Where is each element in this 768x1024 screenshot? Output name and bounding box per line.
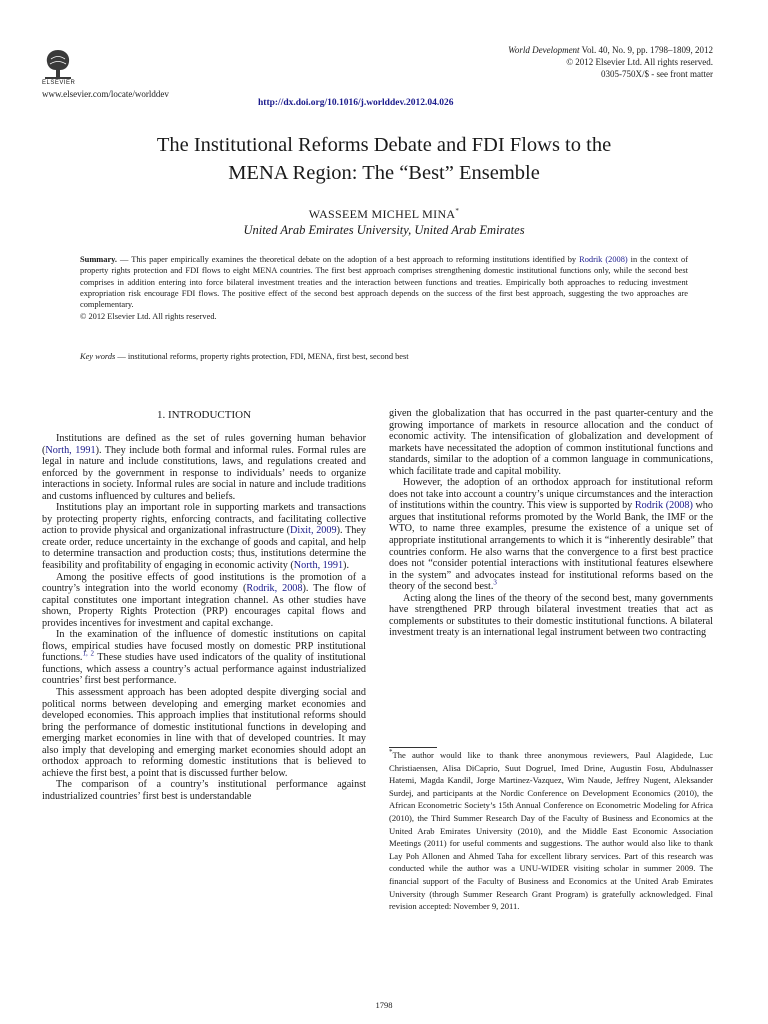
footnote-ref[interactable]: 3: [493, 578, 497, 587]
footnote-text: The author would like to thank three anonymous reviewers, Paul Alagidede, Luc Christiaensen, Alisa DiCaprio, Suut Dogruel, Imed Drine, Augustin Fosu, Abdulnasser Hatemi, Magda Kandil, Jorge Martinez-Vazquez, Wim Naude, Jeffrey Nugent, Aleksander Surdej, and participants at the Nordic Conference on Development Economics (2010), the African Econometric Society’s 15th Annual Conference on Econometric Modeling for Africa (2010), the Third Summer Research Day of the Faculty of Business and Economics at the United Arab Emirates University (2010), and the Middle East Economic Association Meetings (2011) for useful comments and suggestions. The author would also like to thank Lay Poh Allonen and Ahmed Taha for excellent library services. Part of this research was conducted while the author was a UNU-WIDER visiting scholar in summer 2009. The financial support of the Faculty of Business and Economics at the United Arab Emirates University (through Summer Research Grant Program) is gratefully acknowledged. Final revision accepted: November 9, 2011.: [389, 750, 713, 912]
copyright-line: © 2012 Elsevier Ltd. All rights reserved.: [566, 57, 713, 67]
publisher-logo-text: ELSEVIER: [42, 80, 76, 86]
elsevier-tree-logo: [42, 46, 74, 80]
summary-copyright: © 2012 Elsevier Ltd. All rights reserved.: [80, 311, 217, 321]
summary-label: Summary.: [80, 255, 117, 264]
journal-name: World Development: [508, 45, 580, 55]
author-footnote: [389, 749, 713, 913]
paragraph: [42, 629, 366, 687]
keywords: [80, 352, 688, 361]
text-span: ). The flow of capital constitutes one important integration channel. As other studies have shown, Property Rights Protection (PRP) encourages capital flows and provides incentives for investment and capital exchange.: [42, 583, 366, 629]
doi-link[interactable]: http://dx.doi.org/10.1016/j.worlddev.2012.04.026: [258, 98, 454, 108]
body-column-right: [389, 408, 713, 639]
author-affiliation: United Arab Emirates University, United Arab Emirates: [243, 223, 525, 237]
summary-dash: —: [117, 255, 132, 264]
section-heading: 1. INTRODUCTION: [156, 409, 252, 421]
paragraph: [42, 433, 366, 502]
citation-link[interactable]: North, 1991: [45, 444, 96, 456]
body-column-left: [42, 433, 366, 803]
paragraph: Acting along the lines of the theory of the second best, many governments have strengthened PRP through bilateral investment treaties that act as complements or substitutes to their domestic institutional functions. A bilateral investment treaty is an international legal instrument between two contracting: [389, 592, 713, 639]
text-span: ). They include both formal and informal rules. Formal rules are legal in nature and include constitutions, laws, and regulations created and enforced by the government in response to individuals’ needs to organize interactions in society. Informal rules are social in nature and include traditions and customs influenced by cultures and beliefs.: [42, 444, 366, 502]
text-span: ). They create order, reduce uncertainty in the exchange of goods and capital, and help to determine transaction and production costs; thus, institutions determine the feasibility and profitability of engaging in economic activity (: [42, 525, 367, 572]
footnote-ref[interactable]: 1, 2: [82, 650, 94, 658]
text-span: In the examination of the influence of domestic institutions on capital flows, empirical studies have focused mostly on domestic PRP institutional functions.: [42, 629, 366, 664]
footnote-divider: [389, 747, 437, 748]
text-span: Among the positive effects of good institutions is the promotion of a country’s integration into the world economy (: [42, 571, 366, 595]
paragraph: [42, 502, 366, 571]
text-span: who argues that institutional reforms promoted by the World Bank, the IMF or the WTO, to name three examples, presume the existence of a unique set of appropriate institutional arrangements to which it is “inherently desirable” that countries conform. He also warns that the convergence to a first best practice does not “consider potential interactions with institutional features elsewhere in the system” and advocates instead for institutional reforms based on the theory of the second best.: [389, 500, 713, 593]
summary-text-b: in the context of property rights protection and FDI flows to eight MENA countries. The first best approach comprises strengthening domestic institutional functions only, while the second best comprises in addition entering into force bilateral investment treaties and the interaction between functions and treaties. Empirically both approaches to reducing investment expropriation risk encourage FDI flows. The positive effect of the second best approach depends on the success of the first best approach, suggesting the two approaches are complementary.: [80, 255, 689, 310]
text-span: However, the adoption of an orthodox approach for institutional reform does not take into account a country’s unique circumstances and the interaction of institutions within the country. This view is supported by: [389, 477, 713, 512]
citation-link[interactable]: Dixit, 2009: [290, 525, 337, 537]
text-span: These studies have used indicators of the quality of institutional functions, which assess a country’s actual performance against industrialized countries’ first best performance.: [42, 652, 366, 687]
issn-line: 0305-750X/$ - see front matter: [601, 69, 713, 79]
footnote-marker: *: [389, 748, 393, 757]
summary-text-a: This paper empirically examines the theoretical debate on the adoption of a best approach to reforming institutions identified by: [131, 255, 580, 264]
paragraph: The comparison of a country’s institutional performance against industrialized countries’ first best is understandable: [42, 779, 366, 802]
author-name-text: WASSEEM MICHEL MINA: [308, 207, 456, 221]
author-name: [0, 207, 768, 222]
text-span: Institutions are defined as the set of rules governing human behavior (: [42, 433, 366, 456]
keywords-dash: —: [115, 352, 128, 361]
citation-link[interactable]: Rodrik (2008): [634, 500, 693, 512]
journal-url[interactable]: www.elsevier.com/locate/worlddev: [42, 89, 169, 99]
article-title: [60, 131, 708, 187]
keywords-text: institutional reforms, property rights protection, FDI, MENA, first best, second best: [127, 352, 409, 361]
paragraph: This assessment approach has been adopted despite diverging social and political norms between developing and emerging market economies and developed economies. This approach implies that institutional reforms should bring the performance of domestic institutional functions in developing and emerging market economies in line with that of developed countries. It may also imply that developing and emerging market economies should adopt an orthodox approach to reforming domestic institutions that is believed to achieve the first best, a point that is discussed further below.: [42, 687, 366, 779]
keywords-label: Key words: [80, 352, 116, 361]
title-line-1: The Institutional Reforms Debate and FDI Flows to the: [156, 134, 612, 156]
paragraph: [42, 572, 366, 630]
text-span: ).: [343, 560, 349, 572]
page-number: 1798: [375, 1000, 393, 1010]
citation-link[interactable]: North, 1991: [293, 560, 344, 572]
paragraph: given the globalization that has occurred in the past quarter-century and the growing importance of markets in resource allocation and the conduct of economic activity. The intensification of globalization and development of markets have necessitated the adoption of common institutional functions and standards, similar to the adoption of a common language in communications, which facilitate trade and capital mobility.: [389, 408, 713, 477]
summary-citation-link[interactable]: Rodrik (2008): [579, 255, 628, 264]
citation-block: [508, 44, 713, 80]
abstract: [80, 254, 688, 322]
journal-volume: Vol. 40, No. 9, pp. 1798–1809, 2012: [581, 45, 713, 55]
author-footnote-marker[interactable]: *: [455, 207, 460, 215]
title-line-2: MENA Region: The “Best” Ensemble: [228, 162, 540, 184]
paragraph: [389, 477, 713, 592]
text-span: Institutions play an important role in supporting markets and transactions by protecting property rights, enforcing contracts, and facilitating collective action to provide physical and organizational infrastructure (: [42, 502, 366, 537]
citation-link[interactable]: Rodrik, 2008: [246, 583, 303, 595]
